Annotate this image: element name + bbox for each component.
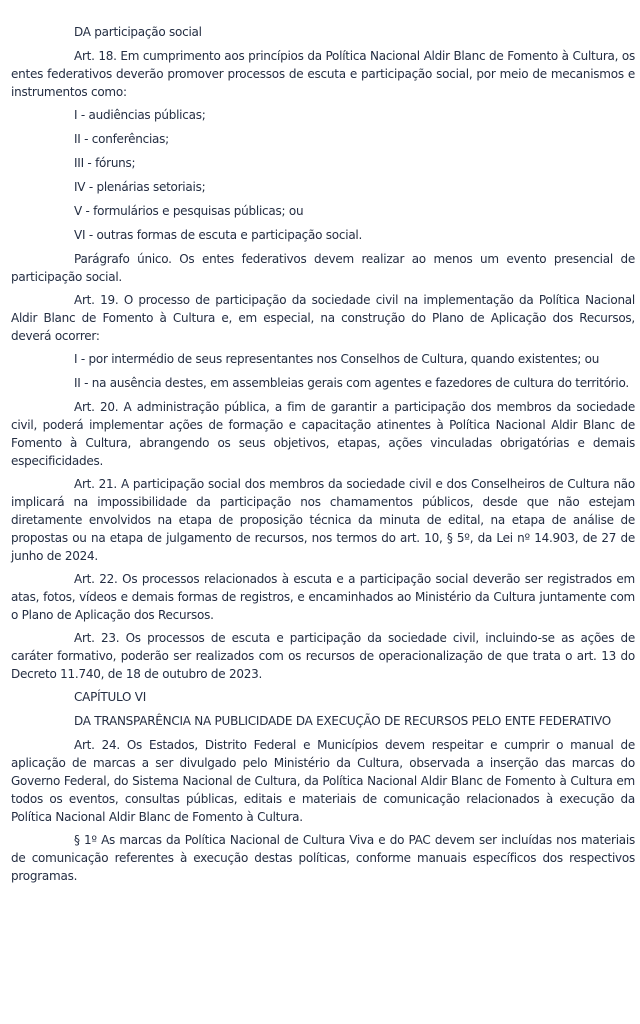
art19-item-1: I - por intermédio de seus representantes nos Conselhos de Cultura, quando existentes; ou <box>74 352 600 366</box>
article-19: Art. 19. O processo de participação da sociedade civil na implementação da Política Nacional Aldir Blanc de Fomento à Cultura e, em especial, na construção do Plano de Aplicação dos Recursos, deverá ocorrer: <box>11 293 635 343</box>
document-body <box>11 23 635 890</box>
art18-item-2: II - conferências; <box>74 132 169 146</box>
art18-item-4: IV - plenárias setoriais; <box>74 180 206 194</box>
art18-item-3: III - fóruns; <box>74 156 136 170</box>
art18-item-1: I - audiências públicas; <box>74 108 206 122</box>
article-20: Art. 20. A administração pública, a fim de garantir a participação dos membros da sociedade civil, poderá implementar ações de formação e capacitação atinentes à Política Nacional Aldir Blanc de Fomento à Cultura, abrangendo os seus objetivos, etapas, ações vinculadas obrigatórias e demais especificidades. <box>11 400 635 468</box>
art18-item-6: VI - outras formas de escuta e participação social. <box>74 228 363 242</box>
chapter-number: CAPÍTULO VI <box>74 690 146 704</box>
section-title: DA participação social <box>74 25 202 39</box>
article-18: Art. 18. Em cumprimento aos princípios da Política Nacional Aldir Blanc de Fomento à Cultura, os entes federativos deverão promover processos de escuta e participação social, por meio de mecanismos e instrumentos como: <box>11 49 635 99</box>
article-22: Art. 22. Os processos relacionados à escuta e a participação social deverão ser registrados em atas, fotos, vídeos e demais formas de registros, e encaminhados ao Ministério da Cultura juntamente com o Plano de Aplicação dos Recursos. <box>11 572 635 622</box>
art18-paragrafo-unico: Parágrafo único. Os entes federativos devem realizar ao menos um evento presencial de participação social. <box>11 252 635 284</box>
art24-paragrafo-1: § 1º As marcas da Política Nacional de Cultura Viva e do PAC devem ser incluídas nos materiais de comunicação referentes à execução destas políticas, conforme manuais específicos dos respectivos programas. <box>11 833 635 883</box>
art19-item-2: II - na ausência destes, em assembleias gerais com agentes e fazedores de cultura do território. <box>74 376 629 390</box>
chapter-title: DA TRANSPARÊNCIA NA PUBLICIDADE DA EXECUÇÃO DE RECURSOS PELO ENTE FEDERATIVO <box>74 714 611 728</box>
art18-item-5: V - formulários e pesquisas públicas; ou <box>74 204 304 218</box>
article-21: Art. 21. A participação social dos membros da sociedade civil e dos Conselheiros de Cultura não implicará na impossibilidade da participação nos chamamentos públicos, desde que não estejam diretamente envolvidos na etapa de proposição técnica da minuta de edital, na etapa de análise de propostas ou na etapa de julgamento de recursos, nos termos do art. 10, § 5º, da Lei nº 14.903, de 27 de junho de 2024. <box>11 477 635 563</box>
article-24: Art. 24. Os Estados, Distrito Federal e Municípios devem respeitar e cumprir o manual de aplicação de marcas a ser divulgado pelo Ministério da Cultura, observada a inserção das marcas do Governo Federal, do Sistema Nacional de Cultura, da Política Nacional Aldir Blanc de Fomento à Cultura em todos os eventos, consultas públicas, editais e materiais de comunicação relacionados à execução da Política Nacional Aldir Blanc de Fomento à Cultura. <box>11 738 635 824</box>
article-23: Art. 23. Os processos de escuta e participação da sociedade civil, incluindo-se as ações de caráter formativo, poderão ser realizados com os recursos de operacionalização de que trata o art. 13 do Decreto 11.740, de 18 de outubro de 2023. <box>11 631 635 681</box>
